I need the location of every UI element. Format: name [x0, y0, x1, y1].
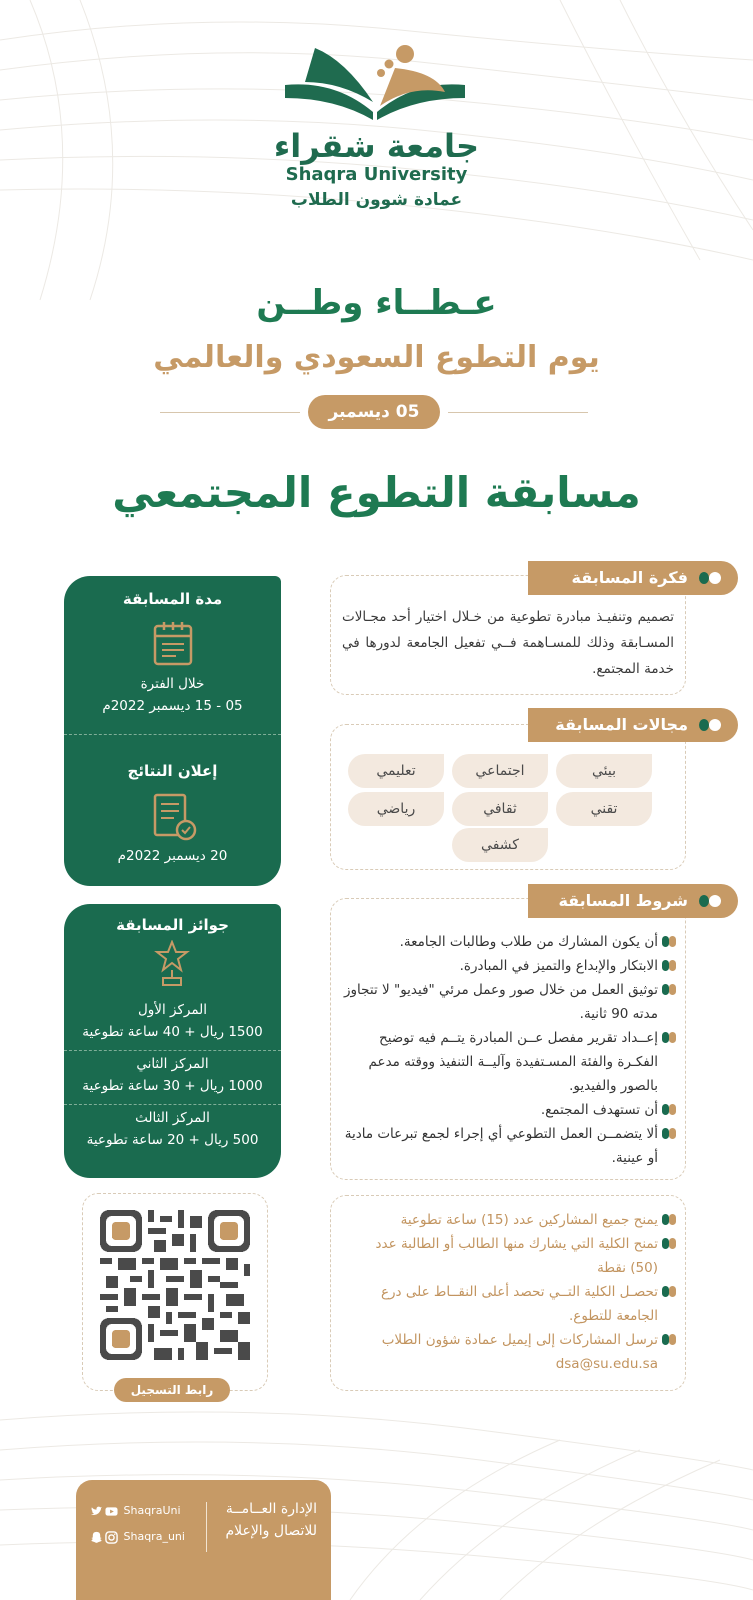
fields-header [528, 708, 738, 742]
prizes-title: جوائز المسابقة [116, 916, 229, 934]
note-item: تمنح الكلية التي يشارك منها الطالب أو الطالبة عدد (50) نقطة [344, 1232, 676, 1280]
note-item: ترسل المشاركات إلى إيميل عمادة شؤون الطلاب [344, 1328, 676, 1352]
snapchat-icon [90, 1531, 103, 1544]
fields-label: مجالات المسابقة [555, 715, 688, 734]
duration-panel [64, 576, 281, 886]
field-chip-environmental: بيئي [556, 754, 652, 788]
field-chip-technical: تقني [556, 792, 652, 826]
prize-reward-second: 1000 ريال + 30 ساعة تطوعية [82, 1078, 263, 1094]
university-name-english: Shaqra University [285, 164, 468, 185]
panel-divider [64, 1104, 281, 1105]
panel-divider [64, 734, 281, 735]
results-document-icon [152, 792, 198, 842]
instagram-icon [105, 1531, 118, 1544]
bullet-leaf-icon [662, 936, 676, 947]
bullet-leaf-icon [662, 1334, 676, 1345]
date-divider-left [160, 412, 300, 413]
registration-link-button[interactable]: رابط التسجيل [114, 1378, 230, 1402]
competition-title: مسابقة التطوع المجتمعي [112, 468, 641, 517]
bullet-leaf-icon [662, 1214, 676, 1225]
field-chip-scouting: كشفي [452, 828, 548, 862]
section-leaf-icon [698, 570, 724, 586]
prize-reward-third: 500 ريال + 20 ساعة تطوعية [86, 1132, 259, 1148]
prize-place-second: المركز الثاني [136, 1056, 209, 1072]
twitter-icon [90, 1505, 103, 1518]
bullet-leaf-icon [662, 1032, 676, 1043]
field-chip-sports: رياضي [348, 792, 444, 826]
deanship-name: عمادة شوون الطلاب [290, 190, 463, 210]
results-date: 20 ديسمبر 2022م [117, 848, 228, 864]
section-leaf-icon [698, 717, 724, 733]
condition-item: أن تستهدف المجتمع. [344, 1098, 676, 1122]
panel-divider [64, 1050, 281, 1051]
condition-item: أن يكون المشارك من طلاب وطالبات الجامعة. [344, 930, 676, 954]
bullet-leaf-icon [662, 960, 676, 971]
bullet-leaf-icon [662, 984, 676, 995]
conditions-header [528, 884, 738, 918]
conditions-label: شروط المسابقة [558, 891, 688, 910]
idea-label: فكرة المسابقة [571, 568, 688, 587]
period-dates: 05 - 15 ديسمبر 2022م [102, 698, 243, 714]
bullet-leaf-icon [662, 1238, 676, 1249]
results-title: إعلان النتائج [127, 762, 218, 780]
note-item: تحصـل الكلية التــي تحصد أعلى النقــاط على درع الجامعة للتطوع. [344, 1280, 676, 1328]
prize-reward-first: 1500 ريال + 40 ساعة تطوعية [82, 1024, 263, 1040]
duration-title: مدة المسابقة [122, 590, 223, 608]
footer-organization: الإدارة العــامــة للاتصال والإعلام [225, 1501, 317, 1539]
bullet-leaf-icon [662, 1128, 676, 1139]
qr-code-icon[interactable] [100, 1210, 250, 1360]
footer-handle-snapchat-instagram[interactable]: Shaqra_uni [90, 1528, 202, 1546]
condition-item: ألا يتضمــن العمل التطوعي أي إجراء لجمع تبرعات مادية أو عينية. [344, 1122, 676, 1170]
condition-item: إعــداد تقرير مفصل عــن المبادرة يتــم فيه توضيح الفكـرة والفئة المسـتفيدة وآليــة التنفيذ ووقته مدعم بالصور والفيديو. [344, 1026, 676, 1098]
bullet-leaf-icon [662, 1104, 676, 1115]
footer-handle-twitter-youtube[interactable]: ShaqraUni [90, 1502, 202, 1520]
bullet-leaf-icon [662, 1286, 676, 1297]
date-divider-right [448, 412, 588, 413]
note-item: يمنح جميع المشاركين عدد (15) ساعة تطوعية [344, 1208, 676, 1232]
idea-text: تصميم وتنفيـذ مبادرة تطوعية من خـلال اختيار أحد مجـالات المسـابقة وذلك للمسـاهمة فــي تفعيل الجامعة لدورها في خدمة المجتمع. [342, 609, 674, 677]
trophy-icon [154, 940, 190, 988]
field-chip-educational: تعليمي [348, 754, 444, 788]
notes-list [344, 1208, 676, 1376]
field-chip-social: اجتماعي [452, 754, 548, 788]
footer-divider [206, 1502, 207, 1552]
campaign-title: عـطــاء وطــن [256, 283, 497, 323]
calendar-icon [152, 620, 194, 668]
prize-place-third: المركز الثالث [135, 1110, 210, 1126]
section-leaf-icon [698, 893, 724, 909]
date-badge: 05 ديسمبر [308, 395, 440, 429]
idea-header [528, 561, 738, 595]
university-name-arabic: جامعة شقراء [273, 127, 480, 165]
university-logo-icon [285, 40, 465, 125]
campaign-subtitle: يوم التطوع السعودي والعالمي [153, 340, 600, 375]
youtube-icon [105, 1505, 118, 1518]
field-chip-cultural: ثقافي [452, 792, 548, 826]
submission-email[interactable]: dsa@su.edu.sa [555, 1356, 658, 1372]
period-label: خلال الفترة [140, 676, 205, 692]
prize-place-first: المركز الأول [137, 1002, 208, 1018]
footer-bar [76, 1480, 331, 1600]
condition-item: الابتكار والإبداع والتميز في المبادرة. [344, 954, 676, 978]
condition-item: توثيق العمل من خلال صور وعمل مرئي "فيديو" لا تتجاوز مدته 90 ثانية. [344, 978, 676, 1026]
conditions-list [344, 930, 676, 1170]
prizes-panel [64, 904, 281, 1178]
